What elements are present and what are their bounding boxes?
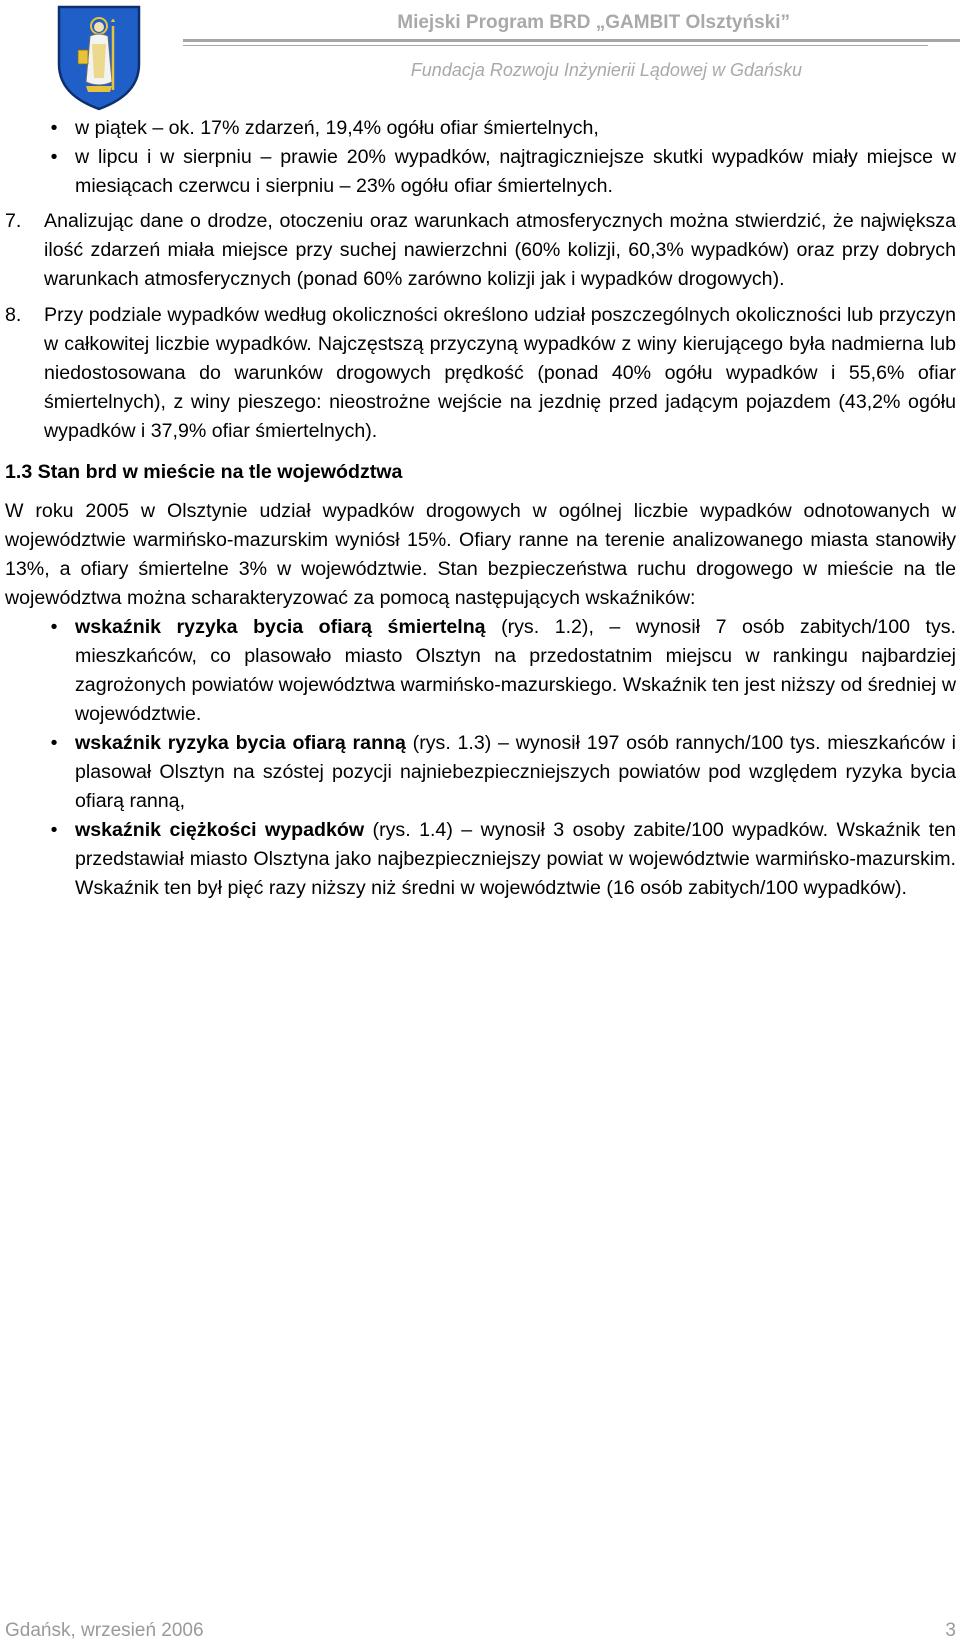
header-rule-thin (183, 45, 928, 46)
list-item-text: w piątek – ok. 17% zdarzeń, 19,4% ogółu ofiar śmiertelnych, (75, 117, 599, 139)
section-heading: 1.3 Stan brd w mieście na tle województwa (5, 461, 403, 483)
indicator-name: wskaźnik ryzyka bycia ofiarą śmiertelną (75, 616, 486, 638)
item-text: Przy podziale wypadków według okoliczności określono udział poszczególnych okoliczności lub przyczyn w całkowitej liczbie wypadków. Najczęstszą przyczyną wypadków z winy kierującego była nadmierna lub niedostosowana do warunków drogowych prędkość (ponad 40% ogółu wypadków i 55,6% ofiar śmiertelnych), z winy pieszego: nieostrożne wejście na jezdnię przed jadącym pojazdem (43,2% ogółu wypadków i 37,9% ofiar śmiertelnych). (44, 304, 956, 442)
olsztyn-coat-of-arms-icon (56, 4, 142, 112)
weekday-month-list (5, 114, 956, 201)
indicator-text: (rys. 1.4) – wynosił 3 osoby zabite/100 wypadków. Wskaźnik ten przedstawiał miasto Olsztyna jako najbezpieczniejszy powiat w województwie warmińsko-mazurskim. Wskaźnik ten był pięć razy niższy niż średni w województwie (16 osób zabitych/100 wypadków). (75, 819, 956, 899)
indicator-list (5, 613, 956, 903)
bullet-icon: • (50, 146, 58, 168)
list-item (5, 729, 956, 816)
bullet-icon: • (50, 616, 58, 638)
list-item (5, 143, 956, 201)
indicator-text: (rys. 1.3) – wynosił 197 osób rannych/100 tys. mieszkańców i plasował Olsztyn na szóstej pozycji najniebezpieczniejszych powiatów pod względem ryzyka bycia ofiarą ranną, (75, 732, 956, 812)
item-number: 7. (5, 210, 22, 232)
footer-place-date: Gdańsk, wrzesień 2006 (5, 1620, 204, 1641)
bullet-icon: • (50, 732, 58, 754)
indicator-name: wskaźnik ciężkości wypadków (75, 819, 365, 841)
page-header (0, 0, 960, 120)
item-number: 8. (5, 304, 22, 326)
indicator-name: wskaźnik ryzyka bycia ofiarą ranną (75, 732, 406, 754)
header-subtitle: Fundacja Rozwoju Inżynierii Lądowej w Gdańsku (410, 60, 802, 80)
list-item (5, 613, 956, 729)
section-intro: W roku 2005 w Olsztynie udział wypadków drogowych w ogólnej liczbie wypadków odnotowanych w województwie warmińsko-mazurskim wyniósł 15%. Ofiary ranne na terenie analizowanego miasta stanowiły 13%, a ofiary śmiertelne 3% w województwie. Stan bezpieczeństwa ruchu drogowego w mieście na tle województwa można scharakteryzować za pomocą następujących wskaźników: (5, 500, 956, 609)
numbered-item (5, 207, 956, 294)
bullet-icon: • (50, 819, 58, 841)
document-body (5, 114, 956, 903)
bullet-icon: • (50, 117, 58, 139)
page-number: 3 (945, 1620, 956, 1641)
indicator-text: (rys. 1.2), – wynosił 7 osób zabitych/100 tys. mieszkańców, co plasowało miasto Olsztyn na przedostatnim miejscu w rankingu najbardziej zagrożonych powiatów województwa warmińsko-mazurskiego. Wskaźnik ten jest niższy od średniej w województwie. (75, 616, 956, 725)
list-item-text: w lipcu i w sierpniu – prawie 20% wypadków, najtragiczniejsze skutki wypadków miały miejsce w miesiącach czerwcu i sierpniu – 23% ogółu ofiar śmiertelnych. (75, 146, 956, 197)
list-item (5, 114, 956, 143)
header-rule-thick (183, 39, 960, 42)
list-item (5, 816, 956, 903)
item-text: Analizując dane o drodze, otoczeniu oraz warunkach atmosferycznych można stwierdzić, że największa ilość zdarzeń miała miejsce przy suchej nawierzchni (60% kolizji, 60,3% wypadków) oraz przy dobrych warunkach atmosferycznych (ponad 60% zarówno kolizji jak i wypadków drogowych). (44, 210, 956, 290)
header-title: Miejski Program BRD „GAMBIT Olsztyński” (397, 12, 790, 33)
numbered-item (5, 301, 956, 446)
